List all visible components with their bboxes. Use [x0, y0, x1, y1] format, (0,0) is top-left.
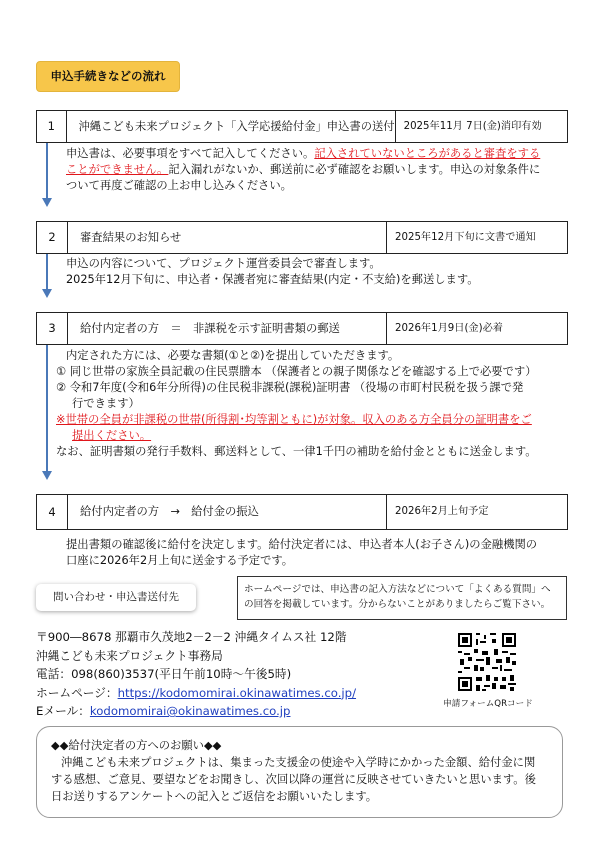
step-number: 1 — [37, 111, 67, 142]
step-4-row — [36, 494, 568, 530]
survey-title: ◆◆給付決定者の方へのお願い◆◆ — [51, 739, 222, 752]
flow-arrow-line — [46, 254, 48, 290]
step-2-body — [66, 256, 572, 288]
warning-text: ※世帯の全員が非課税の世帯(所得割･均等割ともに)が対象。収入のある方全員分の証明書をご — [56, 413, 532, 426]
survey-text: 沖縄こども未来プロジェクトは、集まった支援金の使途や入学時にかかった金額、給付金に関 — [61, 756, 536, 769]
note-text: ホームページでは、申込書の記入方法などについて「よくある質問」へ — [244, 584, 551, 595]
warning-text: 記入されていないところがあると審査をする — [314, 147, 541, 160]
document-item-2: ② 令和7年度(令和6年分所得)の住民税非課税(課税)証明書 （役場の市町村民税を扱う課で発 — [56, 381, 524, 394]
body-text: 2025年12月下旬に、申込者・保護者宛に審査結果(内定・不支給)を郵送します。 — [66, 273, 479, 286]
step-number: 3 — [37, 313, 68, 344]
warning-text: 提出ください。 — [72, 429, 152, 442]
body-text: 提出書類の確認後に給付を決定します。給付決定者には、申込者本人(お子さん)の金融機関の — [66, 538, 538, 551]
document-item-1: ① 同じ世帯の家族全員記載の住民票謄本 （保護者との親子関係などを確認する上で必要です） — [56, 365, 537, 378]
note-text: の回答を掲載しています。分からないことがありましたらご覧下さい。 — [244, 599, 551, 610]
email-label: Eメール： — [36, 704, 90, 718]
email-link[interactable]: kodomomirai@okinawatimes.co.jp — [89, 704, 291, 718]
contact-address — [36, 628, 356, 721]
flow-arrow-line — [46, 143, 48, 199]
body-text: 内定された方には、必要な書類(①と②)を提出していただきます。 — [66, 349, 400, 362]
step-number: 4 — [37, 495, 68, 529]
body-text: ついて再度ご確認の上お申し込みください。 — [66, 179, 292, 192]
step-deadline: 2026年2月上旬予定 — [386, 495, 567, 529]
document-item-2-cont: 行できます） — [72, 397, 140, 410]
step-1-row — [36, 110, 568, 143]
homepage-label: ホームページ： — [36, 685, 118, 700]
step-title: 給付内定者の方 → 給付金の振込 — [80, 505, 259, 518]
office-name: 沖縄こども未来プロジェクト事務局 — [36, 648, 223, 663]
warning-text: ことができません。 — [66, 163, 169, 176]
homepage-link[interactable]: https://kodomomirai.okinawatimes.co.jp/ — [117, 685, 357, 700]
step-3-row — [36, 312, 568, 345]
step-number: 2 — [37, 222, 68, 253]
survey-text: 日お送りするアンケートへの記入とご返信をお願いいたします。 — [51, 790, 378, 803]
body-text: 申込の内容について、プロジェクト運営委員会で審査します。 — [66, 257, 381, 270]
flow-arrow-icon — [42, 198, 52, 207]
survey-request-box — [36, 726, 563, 818]
step-4-body — [66, 537, 572, 569]
qr-code-icon[interactable] — [458, 633, 516, 691]
step-3-body — [56, 348, 572, 460]
step-title: 沖縄こども未来プロジェクト「入学応援給付金」申込書の送付 — [78, 120, 395, 133]
flow-arrow-icon — [42, 471, 52, 480]
phone-number: 電話：098(860)3537(平日午前10時～午後5時) — [36, 667, 292, 681]
step-2-row — [36, 221, 568, 254]
body-text: なお、証明書類の発行手数料、郵送料として、一律1千円の補助を給付金とともに送金します。 — [56, 445, 537, 458]
body-text: 記入漏れがないか、郵送前に必ず確認をお願いします。申込の対象条件に — [168, 163, 541, 176]
flow-arrow-line — [46, 345, 48, 472]
step-deadline: 2025年12月下旬に文書で通知 — [386, 222, 567, 253]
flow-arrow-icon — [42, 289, 52, 298]
step-deadline: 2026年1月9日(金)必着 — [386, 313, 567, 344]
homepage-note — [237, 576, 567, 620]
body-text: 申込書は、必要事項をすべて記入してください。 — [66, 147, 315, 160]
survey-text: する感想、ご意見、要望などをお聞きし、次回以降の運営に反映させていきたいと思います。後 — [51, 773, 536, 786]
step-1-body — [66, 146, 572, 194]
section-tag: 申込手続きなどの流れ — [36, 61, 180, 92]
step-title: 給付内定者の方 ＝ 非課税を示す証明書類の郵送 — [80, 322, 340, 335]
qr-label: 申請フォームQRコード — [443, 699, 533, 709]
postal-address: 〒900―8678 那覇市久茂地2－2－2 沖縄タイムス社 12階 — [36, 630, 347, 644]
contact-button[interactable]: 問い合わせ・申込書送付先 — [36, 584, 196, 611]
step-deadline: 2025年11月 7日(金)消印有効 — [395, 111, 567, 142]
body-text: 口座に2026年2月上旬に送金する予定です。 — [66, 554, 294, 567]
step-title: 審査結果のお知らせ — [80, 231, 182, 244]
